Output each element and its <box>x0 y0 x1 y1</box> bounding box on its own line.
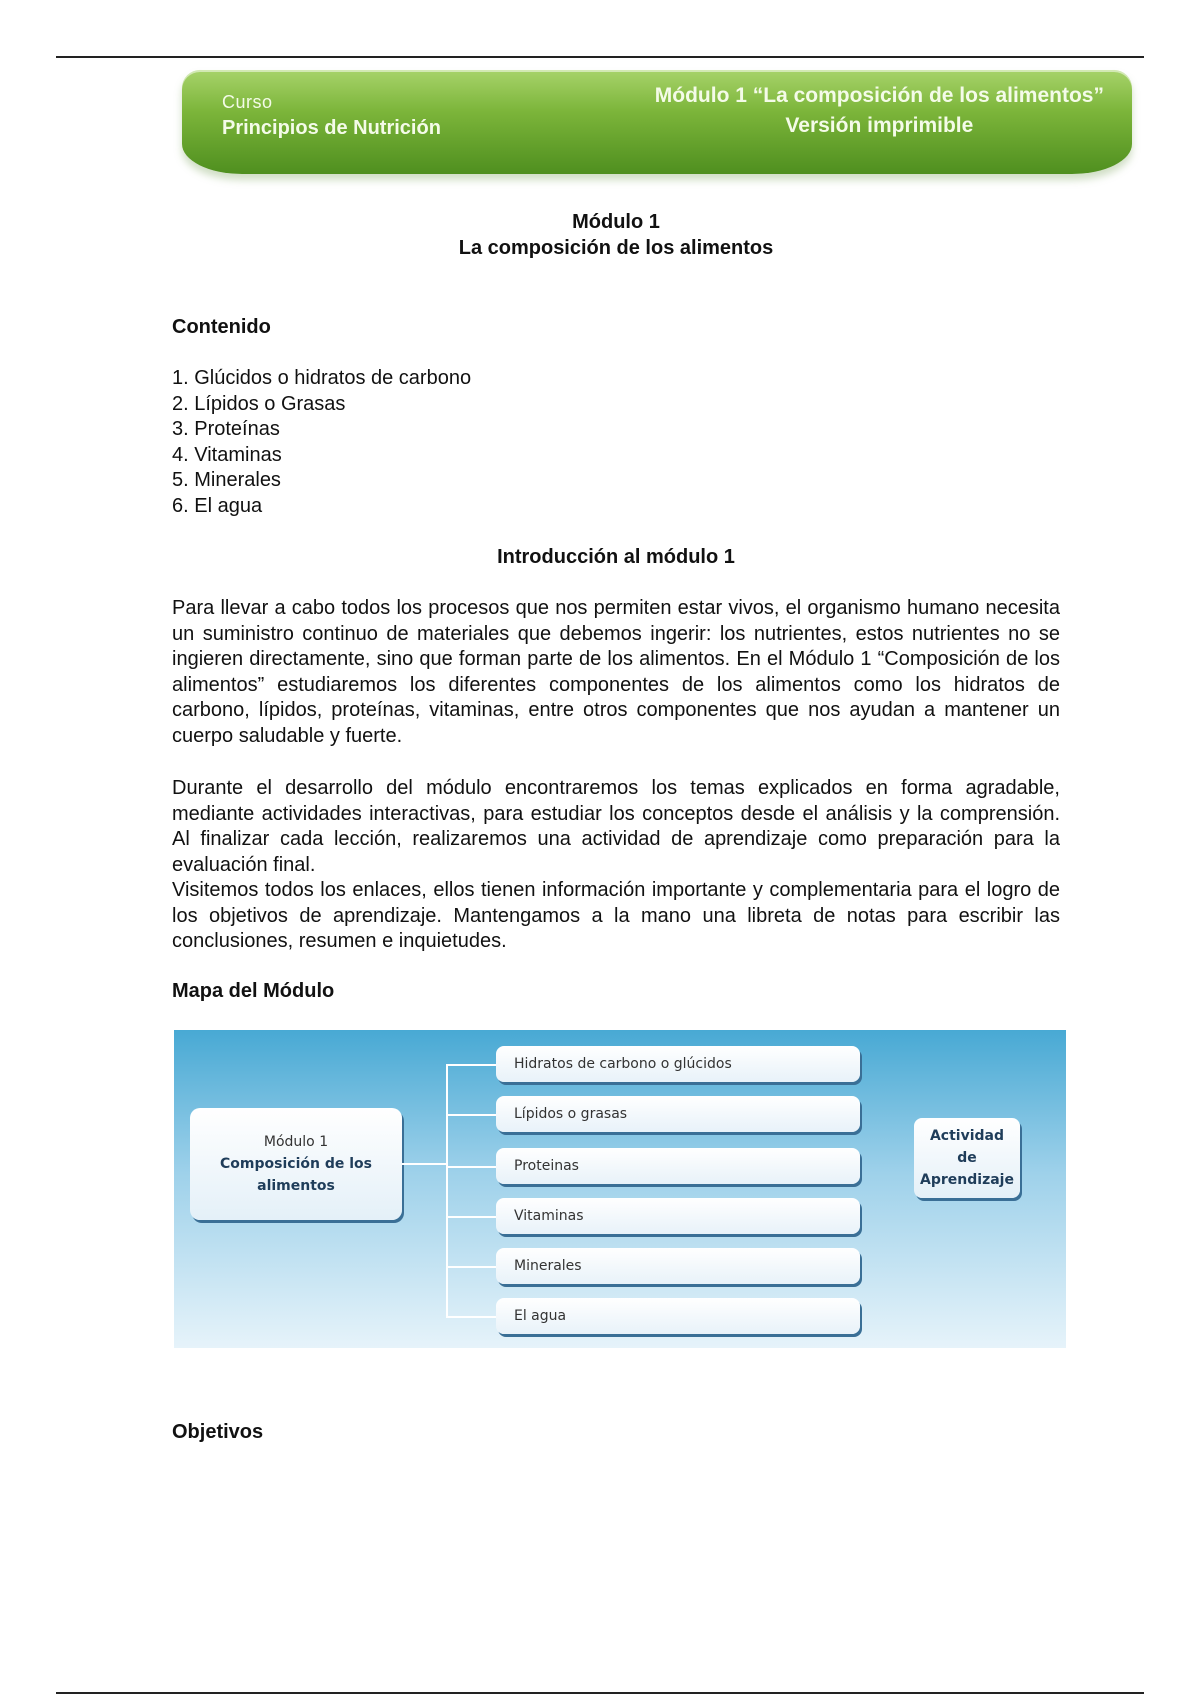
top-rule <box>56 56 1144 58</box>
map-connector <box>402 1163 446 1165</box>
map-activity-line-2: de Aprendizaje <box>920 1150 1014 1188</box>
mapa-heading: Mapa del Módulo <box>172 980 335 1002</box>
banner-module-title: Módulo 1 “La composición de los alimentos” <box>654 84 1104 107</box>
intro-heading: Introducción al módulo 1 <box>497 546 735 568</box>
map-connector <box>446 1064 496 1066</box>
map-connector <box>446 1316 496 1318</box>
map-activity-box <box>914 1118 1020 1198</box>
map-item-proteinas: Proteinas <box>496 1148 860 1184</box>
page-title <box>172 210 1060 261</box>
intro-paragraph-2 <box>172 776 1060 955</box>
map-activity-line-1: Actividad <box>929 1128 1005 1144</box>
map-main-line-1: Módulo 1 <box>263 1134 329 1150</box>
bottom-rule <box>56 1692 1144 1694</box>
list-item: 3. Proteínas <box>172 418 280 440</box>
map-item-minerales: Minerales <box>496 1248 860 1284</box>
map-item-hidratos: Hidratos de carbono o glúcidos <box>496 1046 860 1082</box>
objetivos-heading: Objetivos <box>172 1421 264 1443</box>
map-main-line-2: Composición de los <box>220 1156 372 1172</box>
list-item: 4. Vitaminas <box>172 443 282 466</box>
banner-course-name: Principios de Nutrición <box>222 117 441 139</box>
module-map <box>174 1030 1066 1348</box>
list-item: 1. Glúcidos o hidratos de carbono <box>172 367 472 389</box>
map-connector <box>446 1166 496 1168</box>
map-main-line-3: alimentos <box>257 1178 335 1194</box>
map-item-vitaminas: Vitaminas <box>496 1198 860 1234</box>
map-connector <box>446 1266 496 1268</box>
map-connector <box>446 1216 496 1218</box>
map-connector <box>446 1064 448 1316</box>
title-line-1: Módulo 1 <box>572 211 660 233</box>
list-item: 5. Minerales <box>172 469 281 491</box>
map-connector <box>446 1114 496 1116</box>
course-banner <box>182 70 1132 174</box>
list-item: 2. Lípidos o Grasas <box>172 392 346 415</box>
contenido-heading: Contenido <box>172 316 271 338</box>
title-line-2: La composición de los alimentos <box>458 236 774 259</box>
map-item-agua: El agua <box>496 1298 860 1334</box>
map-main-box <box>190 1108 402 1220</box>
banner-curso-label: Curso <box>222 92 273 112</box>
contents-list <box>172 366 1060 519</box>
intro-paragraph-1: Para llevar a cabo todos los procesos que nos permiten estar vivos, el organismo humano necesita un suministro continuo de materiales que debemos ingerir: los nutrientes, estos nutrientes no se ingieren directamente, sino que forman parte de los alimentos. En el Módulo 1 “Composición de los alimentos” estudiaremos los diferentes componentes de los alimentos como los hidratos de carbono, lípidos, proteínas, vitaminas, entre otros componentes que nos ayudan a mantener un cuerpo saludable y fuerte. <box>172 597 1060 747</box>
list-item: 6. El agua <box>172 494 263 517</box>
banner-version: Versión imprimible <box>785 114 974 137</box>
intro-paragraph-2b: Visitemos todos los enlaces, ellos tienen información importante y complementaria para el logro de los objetivos de aprendizaje. Mantengamos a la mano una libreta de notas para escribir las conclusiones, resumen e inquietudes. <box>172 879 1060 952</box>
map-item-lipidos: Lípidos o grasas <box>496 1096 860 1132</box>
intro-paragraph-2a: Durante el desarrollo del módulo encontraremos los temas explicados en forma agradable, mediante actividades interactivas, para estudiar los conceptos desde el análisis y la comprensión. Al finalizar cada lección, realizaremos una actividad de aprendizaje como preparación para la evaluación final. <box>172 777 1060 876</box>
